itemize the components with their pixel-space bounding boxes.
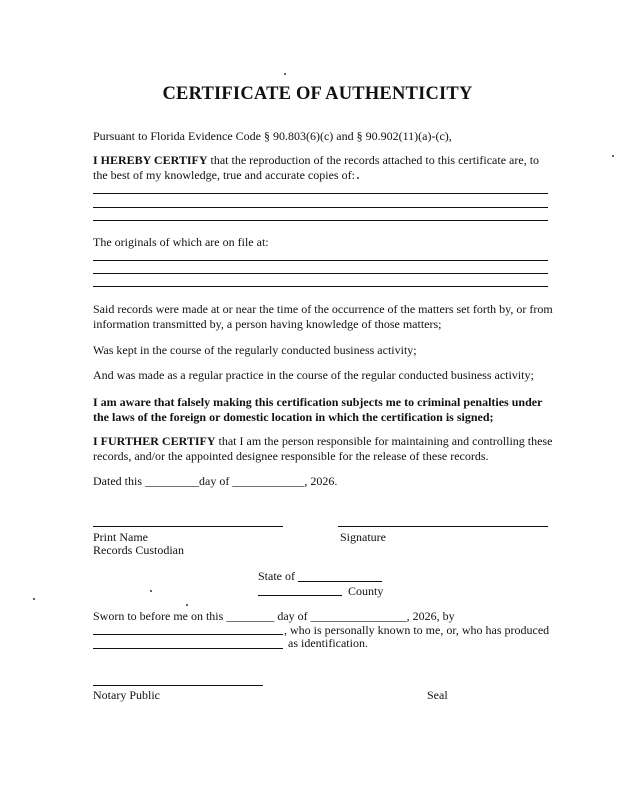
kept-statement: Was kept in the course of the regularly conducted business activity;	[93, 343, 417, 357]
sworn-name-line[interactable]	[93, 634, 283, 635]
records-custodian-label: Records Custodian	[93, 543, 184, 557]
dated-day-blank[interactable]: _________	[145, 474, 199, 488]
print-name-line[interactable]	[93, 526, 283, 527]
notary-signature-line[interactable]	[93, 685, 263, 686]
records-made-statement: Said records were made at or near the time of the occurrence of the matters set forth by, or from information transmitted by, a person having knowledge of those matters;	[93, 302, 553, 331]
scan-speck	[186, 604, 188, 606]
practice-statement: And was made as a regular practice in the course of the regular conducted business activity;	[93, 368, 534, 382]
penalty-awareness-statement: I am aware that falsely making this certification subjects me to criminal penalties under the laws of the foreign or domestic location in which the certification is signed;	[93, 395, 543, 424]
county-label: County	[348, 584, 384, 598]
scan-speck	[357, 177, 359, 179]
seal-label: Seal	[427, 688, 448, 702]
sworn-month-label: day of	[274, 609, 311, 623]
personally-known-text: , who is personally known to me, or, who has produced	[284, 623, 550, 637]
hereby-certify-lead: I HEREBY CERTIFY	[93, 153, 208, 167]
originals-location-line-3[interactable]	[93, 286, 548, 287]
dated-month-label: day of	[199, 474, 233, 488]
scan-speck	[150, 590, 152, 592]
dated-year: , 2026.	[304, 474, 338, 488]
dated-month-blank[interactable]: ____________	[232, 474, 305, 488]
document-title: CERTIFICATE OF AUTHENTICITY	[162, 84, 473, 104]
dated-prefix: Dated this	[93, 474, 145, 488]
further-certify-lead: I FURTHER CERTIFY	[93, 434, 216, 448]
records-description-line-1[interactable]	[93, 193, 548, 194]
records-description-line-2[interactable]	[93, 207, 548, 208]
further-certify-text: that I am the person responsible for maintaining and controlling these records, and/or the appointed designee responsible for the release of these records.	[93, 434, 553, 463]
scan-speck	[284, 73, 286, 75]
records-description-line-3[interactable]	[93, 220, 548, 221]
identification-line[interactable]	[93, 648, 283, 649]
originals-location-line-1[interactable]	[93, 260, 548, 261]
pursuant-statement: Pursuant to Florida Evidence Code § 90.803(6)(c) and § 90.902(11)(a)-(c),	[93, 129, 452, 143]
print-name-label: Print Name	[93, 530, 148, 544]
sworn-month-blank[interactable]: ________________	[310, 609, 407, 623]
as-identification-text: as identification.	[288, 636, 368, 650]
signature-label: Signature	[340, 530, 386, 544]
hereby-certify-paragraph	[93, 153, 553, 183]
sworn-prefix: Sworn to before me on this	[93, 609, 227, 623]
sworn-year: , 2026, by	[406, 609, 455, 623]
state-line[interactable]	[298, 581, 382, 582]
scan-speck	[33, 598, 35, 600]
originals-label: The originals of which are on file at:	[93, 235, 269, 249]
sworn-day-blank[interactable]: ________	[226, 609, 275, 623]
hereby-certify-text: that the reproduction of the records attached to this certificate are, to the best of my knowledge, true and accurate copies of:	[93, 153, 540, 182]
notary-public-label: Notary Public	[93, 688, 160, 702]
signature-line[interactable]	[338, 526, 548, 527]
state-of-label: State of	[258, 569, 295, 583]
further-certify-paragraph	[93, 434, 553, 464]
scan-speck	[612, 155, 614, 157]
dated-line	[93, 474, 337, 489]
originals-location-line-2[interactable]	[93, 273, 548, 274]
county-line[interactable]	[258, 595, 342, 596]
sworn-line	[93, 609, 455, 624]
